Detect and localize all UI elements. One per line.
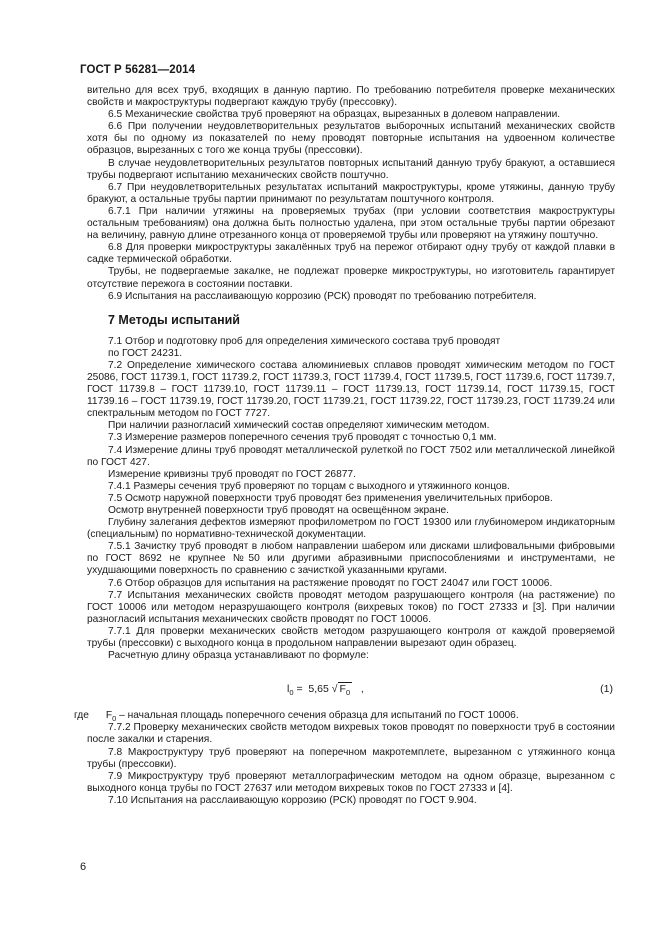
paragraph: При наличии разногласий химический состав определяют химическим методом. bbox=[108, 420, 490, 432]
document-header: ГОСТ Р 56281—2014 bbox=[80, 64, 196, 76]
document-body bbox=[74, 85, 615, 807]
paragraph: 7.3 Измерение размеров поперечного сечения труб проводят с точностью 0,1 мм. bbox=[108, 432, 497, 444]
paragraph: Расчетную длину образца устанавливают по формуле: bbox=[108, 650, 369, 662]
paragraph: Трубы, не подвергаемые закалке, не подлежат проверке микроструктуры, но изготовитель гарантирует отсутствие пережога в состоянии поставки. bbox=[87, 266, 615, 290]
formula-lhs-subscript: 0 bbox=[289, 688, 294, 698]
paragraph: 7.4.1 Размеры сечения труб проверяют по торцам с выходного и утяжинного концов. bbox=[108, 480, 510, 492]
paragraph: Измерение кривизны труб проводят по ГОСТ 26877. bbox=[108, 468, 356, 480]
formula-lhs: l bbox=[287, 683, 290, 696]
paragraph: 6.5 Механические свойства труб проверяют на образцах, вырезанных в долевом направлении. bbox=[108, 109, 561, 121]
page-number: 6 bbox=[80, 861, 87, 873]
paragraph: по ГОСТ 24231. bbox=[108, 347, 183, 359]
paragraph: 7.6 Отбор образцов для испытания на растяжение проводят по ГОСТ 24047 или ГОСТ 10006. bbox=[108, 577, 553, 589]
formula-number: (1) bbox=[600, 683, 613, 696]
formula-variable: F bbox=[339, 683, 346, 696]
paragraph: 7.7.2 Проверку механических свойств методом вихревых токов проводят по поверхности труб в состоянии после закалки и старения. bbox=[87, 722, 615, 746]
paragraph: Осмотр внутренней поверхности труб проводят на освещённом экране. bbox=[108, 505, 449, 516]
paragraph: 7.10 Испытания на расслаивающую коррозию (РСК) проводят по ГОСТ 9.904. bbox=[108, 794, 477, 806]
paragraph: 6.7.1 При наличии утяжины на проверяемых трубах (при условии соответствия макроструктуры остальным требованиям) она должна быть полностью удалена, при этом остальные трубы партии обрезают на величину, равную длине отрезанного конца от проверяемой трубы или проверяют на утяжину поштучно. bbox=[87, 205, 615, 242]
paragraph: 7.9 Микроструктуру труб проверяют металлографическим методом на одном образце, вырезанном с выходного конца трубы по ГОСТ 27637 или методом вихревых токов по ГОСТ 27333 и [4]. bbox=[87, 770, 615, 794]
paragraph: 7.2 Определение химического состава алюминиевых сплавов проводят химическим методом по ГОСТ 25086, ГОСТ 11739.1, ГОСТ 11739.2, ГОСТ 11739.3, ГОСТ 11739.4, ГОСТ 11739.5, ГОСТ 11739.6, ГОСТ 11739.7, ГОСТ 11739.8 – ГОСТ 11739.10, ГОСТ 11739.11 – ГОСТ 11739.13, ГОСТ 11739.14, ГОСТ 11739.15, ГОСТ 11739.16 – ГОСТ 11739.19, ГОСТ 11739.20, ГОСТ 11739.21, ГОСТ 11739.22, ГОСТ 11739.23, ГОСТ 11739.24 или спектральным методом по ГОСТ 7727. bbox=[87, 359, 615, 420]
formula-tail: , bbox=[360, 683, 364, 696]
formula-where-line bbox=[74, 710, 615, 722]
paragraph: Глубину залегания дефектов измеряют профилометром по ГОСТ 19300 или глубиномером индикаторным (специальным) по нормативно-технической документации. bbox=[87, 517, 615, 541]
paragraph: 7.5 Осмотр наружной поверхности труб проводят без применения увеличительных приборов. bbox=[108, 492, 553, 504]
formula-variable-subscript: 0 bbox=[345, 688, 351, 698]
paragraph: 7.7 Испытания механических свойств проводят методом разрушающего контроля (на растяжение) по ГОСТ 10006 или методом неразрушающего контроля (вихревых токов) по ГОСТ 27333 и [3]. При наличии разногласий испытания механических свойств проводят по ГОСТ 10006. bbox=[87, 589, 615, 625]
formula-expression bbox=[287, 683, 364, 696]
paragraph: 6.7 При неудовлетворительных результатах испытаний макроструктуры, кроме утяжины, данную трубу бракуют, а остальные трубы партии принимают по результатам поштучного контроля. bbox=[87, 181, 615, 205]
paragraph: 6.6 При получении неудовлетворительных результатов выборочных испытаний механических свойств хотя бы по одному из показателей по нему проводят повторные испытания на удвоенном количестве образцов, вырезанных с того же конца трубы (прессовки). bbox=[87, 121, 615, 157]
paragraph: 7.7.1 Для проверки механических свойств методом разрушающего контроля от каждой проверяемой трубы (прессовки) с выходного конца в продольном направлении вырезают один образец. bbox=[87, 625, 615, 650]
paragraph: 6.9 Испытания на расслаивающую коррозию (РСК) проводят по требованию потребителя. bbox=[108, 290, 537, 302]
paragraph: 7.1 Отбор и подготовку проб для определения химического состава труб проводят bbox=[108, 335, 501, 347]
where-description: – начальная площадь поперечного сечения образца для испытаний по ГОСТ 10006. bbox=[119, 710, 519, 722]
where-word: где bbox=[74, 710, 89, 722]
formula-coefficient: 5,65 bbox=[308, 683, 329, 696]
formula-block bbox=[87, 675, 615, 701]
where-variable-subscript: 0 bbox=[112, 714, 117, 724]
paragraph: 7.8 Макроструктуру труб проверяют на поперечном макротемплете, вырезанном с утяжинного конца трубы (прессовки). bbox=[87, 746, 615, 770]
formula-radicand bbox=[338, 682, 353, 698]
where-variable: F bbox=[105, 710, 113, 722]
sqrt-symbol: √ bbox=[331, 683, 338, 696]
formula-equals: = bbox=[296, 683, 303, 696]
paragraph: В случае неудовлетворительных результатов повторных испытаний данную трубу бракуют, а оставшиеся трубы подвергают испытанию механических свойств поштучно. bbox=[87, 157, 615, 181]
section-heading: 7 Методы испытаний bbox=[108, 312, 240, 327]
paragraph: вительно для всех труб, входящих в данную партию. По требованию потребителя проверке механических свойств и макроструктуры подвергают каждую трубу (прессовку). bbox=[87, 85, 615, 109]
paragraph: 7.4 Измерение длины труб проводят металлической рулеткой по ГОСТ 7502 или металлической линейкой по ГОСТ 427. bbox=[87, 444, 615, 468]
paragraph: 7.5.1 Зачистку труб проводят в любом направлении шабером или дисками шлифовальными фибровыми по ГОСТ 8692 не крупнее №50 или другими абразивными приспособлениями и инструментами, не ухудшающими поверхность по сравнению с зачисткой указанными кругами. bbox=[87, 541, 615, 577]
paragraph: 6.8 Для проверки микроструктуры закалённых труб на пережог отбирают одну трубу от каждой плавки в садке термической обработки. bbox=[87, 242, 615, 266]
